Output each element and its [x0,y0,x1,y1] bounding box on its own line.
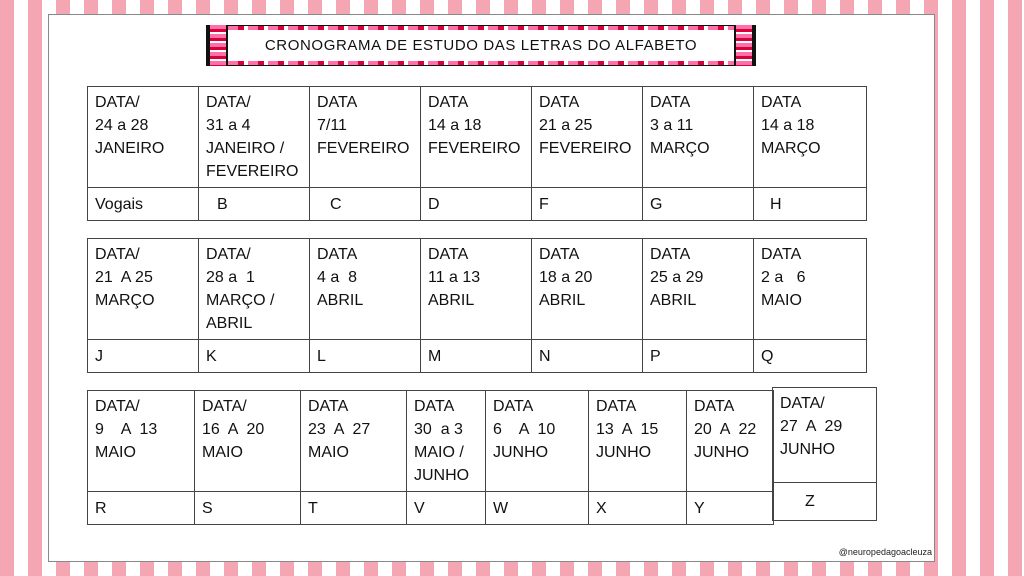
date-row [88,391,774,492]
date-line: 21 a 25 [539,117,593,134]
date-line: 24 a 28 [95,117,149,134]
date-cell [532,239,643,340]
date-cell [532,87,643,188]
date-line: 13 A 15 [596,421,659,438]
date-line: ABRIL [539,292,586,309]
date-line: DATA [428,94,469,111]
date-line: MARÇO [761,140,821,157]
date-line: DATA [694,398,735,415]
date-line: MAIO [761,292,802,309]
letter-cell: P [643,340,754,373]
schedule-table-3-last-column [772,387,877,521]
date-cell [310,87,421,188]
date-cell [195,391,301,492]
date-cell [310,239,421,340]
date-row [88,87,867,188]
letter-cell: W [486,492,589,525]
banner-stripes-left [210,25,226,66]
date-line: 27 A 29 [780,418,843,435]
letter-cell: M [421,340,532,373]
date-line: 14 a 18 [761,117,815,134]
letter-cell: X [589,492,687,525]
date-line: 25 a 29 [650,269,704,286]
date-line: DATA/ [95,246,140,263]
date-line: FEVEREIRO [206,163,299,180]
date-line: 16 A 20 [202,421,265,438]
date-cell [421,87,532,188]
letter-cell: J [88,340,199,373]
date-line: 28 a 1 [206,269,255,286]
date-line: ABRIL [428,292,475,309]
letter-cell: L [310,340,421,373]
date-line: DATA [317,94,358,111]
letter-cell: H [754,188,867,221]
letter-cell: Vogais [88,188,199,221]
date-line: 14 a 18 [428,117,482,134]
date-line: ABRIL [206,315,253,332]
date-line: ABRIL [650,292,697,309]
date-cell [199,239,310,340]
date-line: JUNHO [493,444,549,461]
date-line: 4 a 8 [317,269,358,286]
schedule-table-1 [87,86,867,221]
date-line: DATA/ [206,94,251,111]
date-line: DATA [761,94,802,111]
letter-row [88,340,867,373]
date-line: MAIO [95,444,136,461]
date-line: DATA/ [202,398,247,415]
date-cell [421,239,532,340]
date-line: JUNHO [780,441,836,458]
letter-row [88,492,774,525]
date-line: 9 A 13 [95,421,158,438]
date-line: MAIO [308,444,349,461]
date-line: DATA [650,94,691,111]
date-cell [486,391,589,492]
date-line: DATA/ [780,395,825,412]
date-line: DATA [308,398,349,415]
date-line: 3 a 11 [650,117,694,134]
date-line: DATA/ [95,94,140,111]
date-row [88,239,867,340]
date-line: JANEIRO / [206,140,285,157]
date-line: 18 a 20 [539,269,593,286]
date-cell [88,87,199,188]
date-line: JUNHO [596,444,652,461]
letter-cell: Z [773,483,877,521]
date-line: JANEIRO [95,140,165,157]
date-line: 7/11 [317,117,347,134]
date-line: JUNHO [694,444,750,461]
date-cell [773,388,877,483]
date-line: FEVEREIRO [428,140,521,157]
date-line: MARÇO [95,292,155,309]
date-cell [88,239,199,340]
date-cell [754,239,867,340]
date-line: 31 a 4 [206,117,251,134]
date-line: MARÇO / [206,292,275,309]
date-line: DATA [539,246,580,263]
letter-cell: F [532,188,643,221]
letter-cell: T [301,492,407,525]
schedule-table-2 [87,238,867,373]
letter-cell: S [195,492,301,525]
letter-cell: C [310,188,421,221]
letter-cell: D [421,188,532,221]
date-line: DATA [650,246,691,263]
schedule-table-3 [87,390,774,525]
letter-cell: Y [687,492,774,525]
date-line: DATA [317,246,358,263]
banner-bottom-border [228,61,734,65]
date-line: 2 a 6 [761,269,806,286]
date-line: ABRIL [317,292,364,309]
date-line: MAIO / [414,444,464,461]
date-line: DATA/ [95,398,140,415]
date-cell [589,391,687,492]
date-cell [643,87,754,188]
date-line: JUNHO [414,467,470,484]
date-line: 6 A 10 [493,421,556,438]
date-cell [754,87,867,188]
date-line: FEVEREIRO [539,140,632,157]
page-title: CRONOGRAMA DE ESTUDO DAS LETRAS DO ALFABETO [228,30,734,61]
letter-cell: G [643,188,754,221]
letter-cell: Q [754,340,867,373]
date-line: DATA [414,398,455,415]
date-line: DATA [428,246,469,263]
date-cell [199,87,310,188]
date-line: DATA [596,398,637,415]
date-line: 21 A 25 [95,269,153,286]
date-line: 20 A 22 [694,421,757,438]
date-line: DATA [761,246,802,263]
letter-cell: B [199,188,310,221]
letter-cell: K [199,340,310,373]
date-line: 30 a 3 [414,421,463,438]
date-line: FEVEREIRO [317,140,410,157]
banner-stripes-right [736,25,752,66]
date-cell [407,391,486,492]
letter-cell: V [407,492,486,525]
letter-cell: R [88,492,195,525]
letter-cell: N [532,340,643,373]
date-line: DATA [539,94,580,111]
date-cell [88,391,195,492]
date-line: MAIO [202,444,243,461]
date-row [773,388,877,483]
title-banner [206,25,756,66]
author-credit: @neuropedagoacleuza [838,547,932,557]
date-cell [301,391,407,492]
date-cell [687,391,774,492]
date-cell [643,239,754,340]
date-line: 11 a 13 [428,269,481,286]
letter-row [88,188,867,221]
date-line: 23 A 27 [308,421,371,438]
letter-row [773,483,877,521]
date-line: DATA/ [206,246,251,263]
date-line: MARÇO [650,140,710,157]
date-line: DATA [493,398,534,415]
